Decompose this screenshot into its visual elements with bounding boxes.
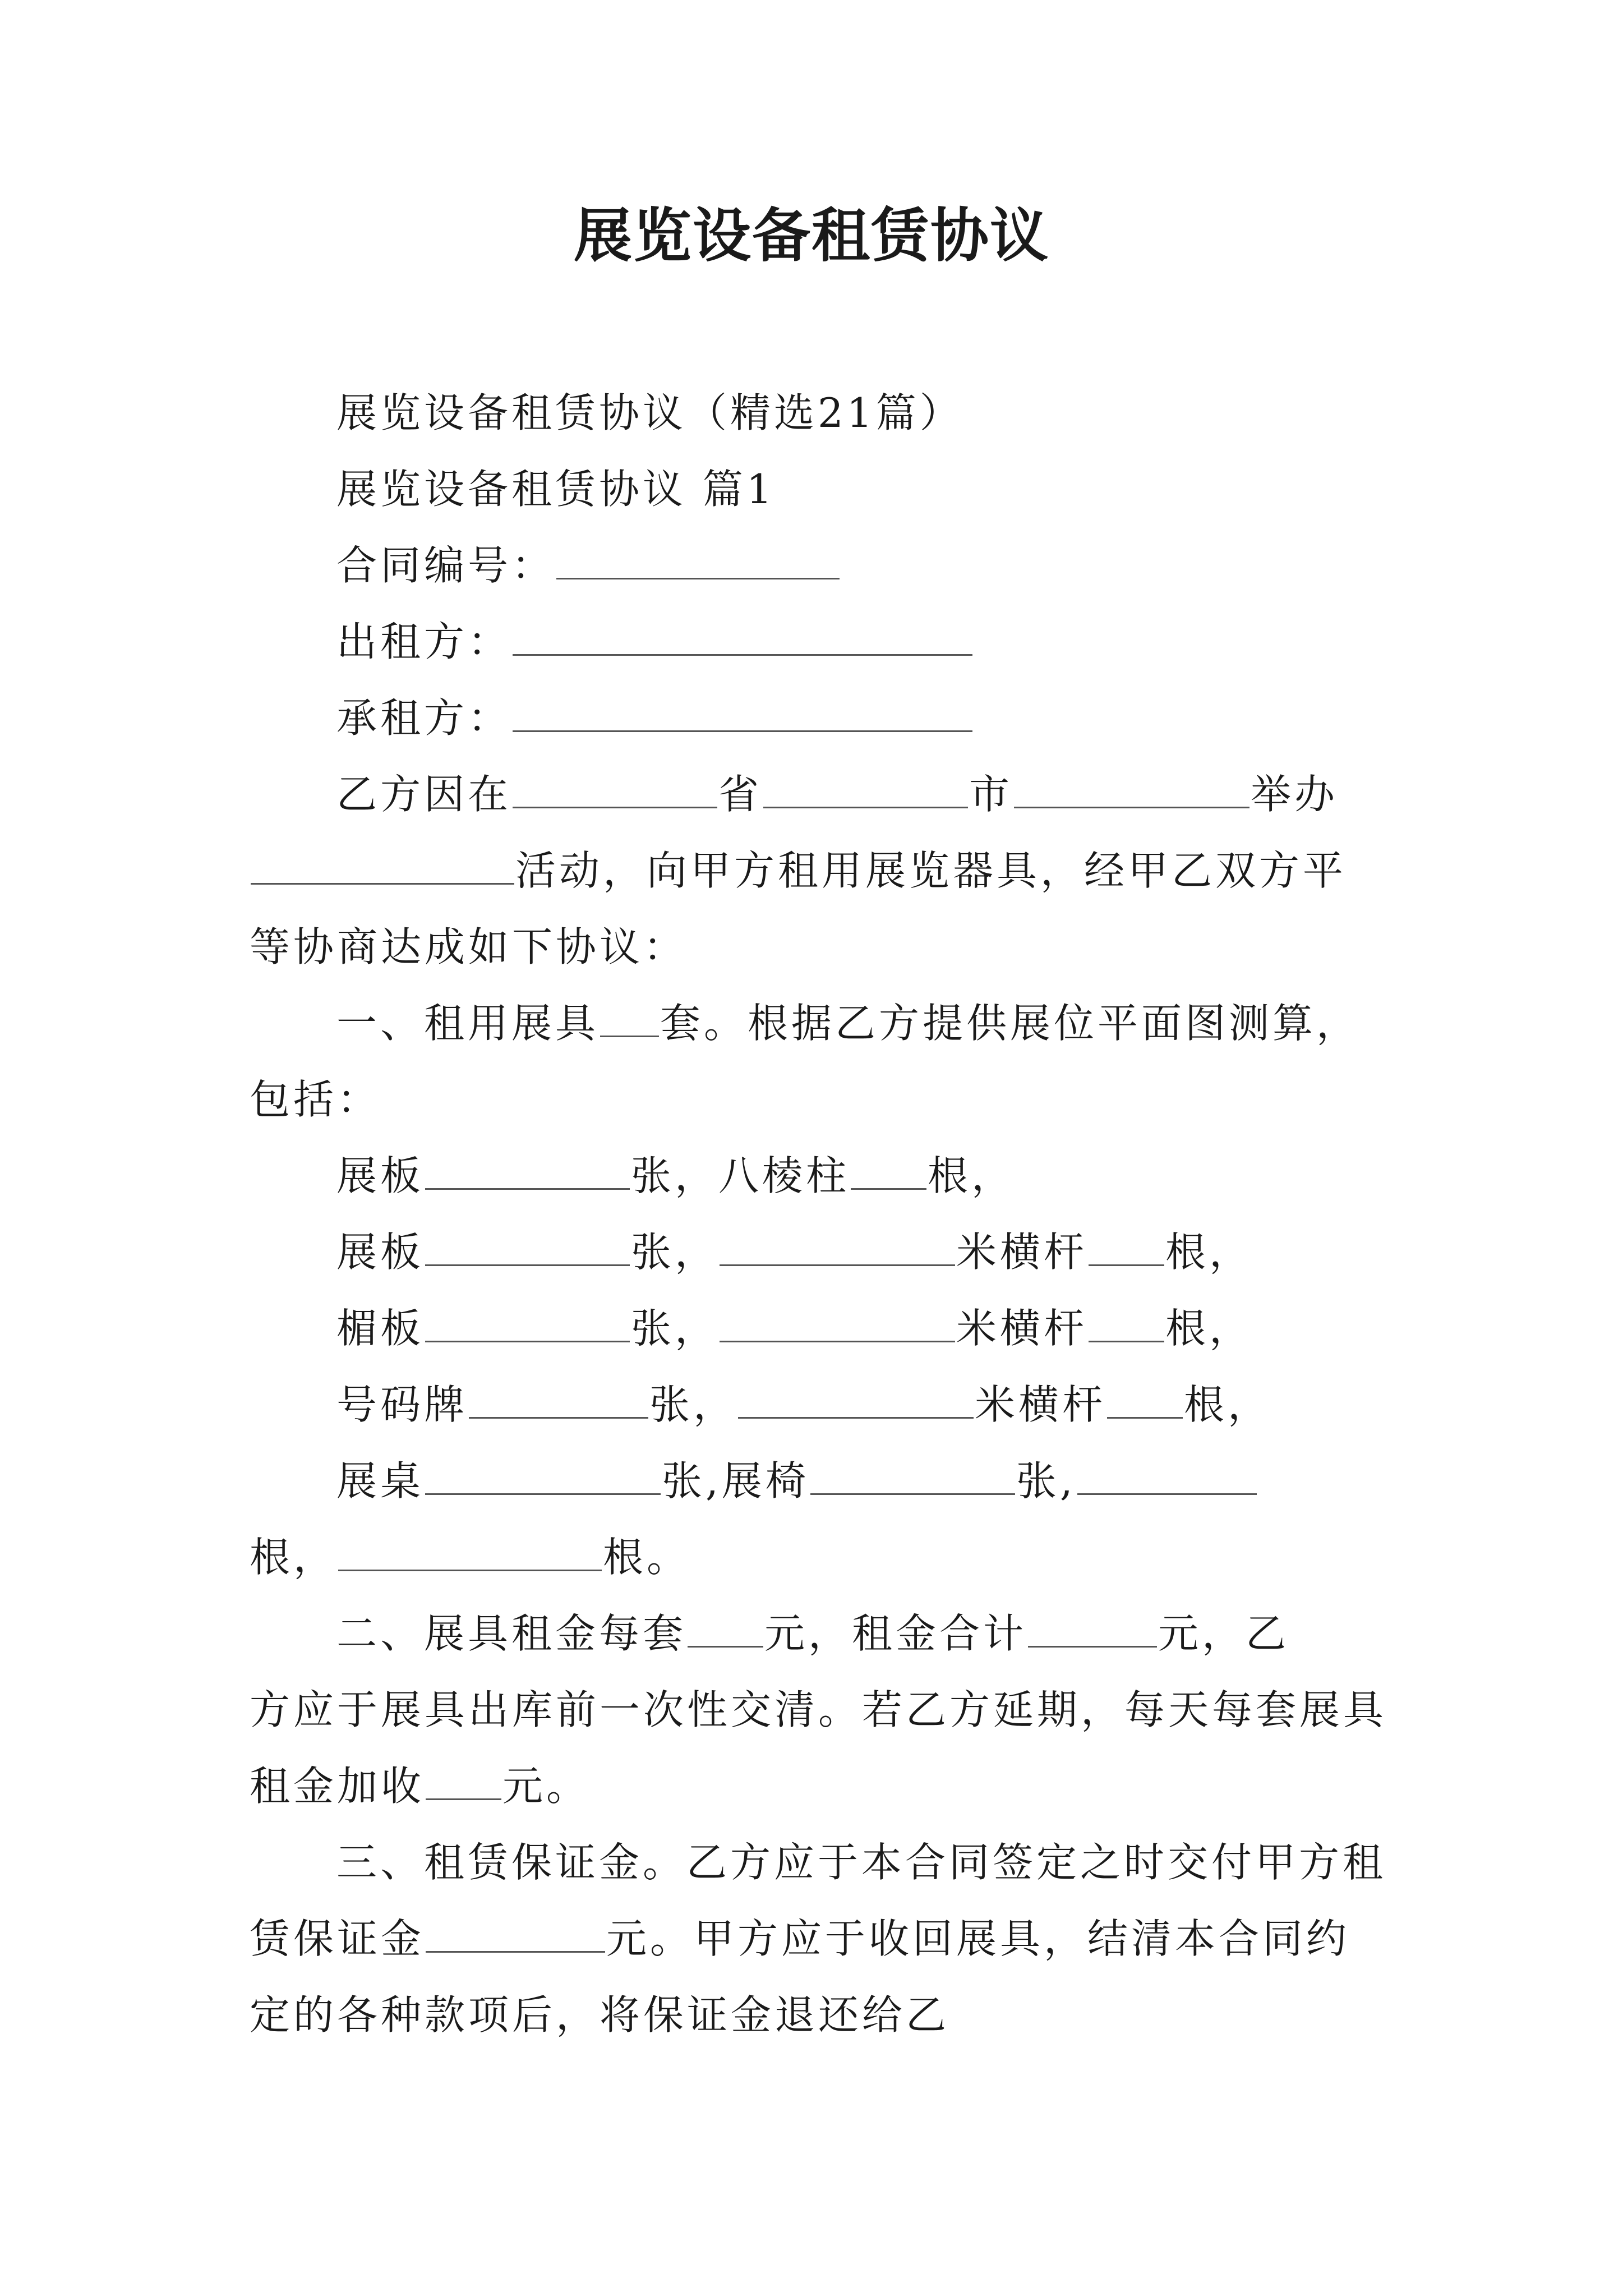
text: 张，	[631, 1228, 719, 1276]
text: 张，	[631, 1305, 719, 1352]
blank-field	[251, 849, 514, 885]
text: 市	[969, 771, 1013, 818]
subtitle-line	[250, 375, 1388, 451]
text: 根，	[1165, 1305, 1253, 1352]
text: 展桌	[336, 1457, 425, 1504]
blank-field	[425, 1231, 630, 1266]
blank-field	[513, 697, 972, 732]
paragraph-line	[250, 1824, 1388, 1901]
item-line	[250, 1443, 1388, 1519]
text: 省	[718, 771, 763, 818]
label: 合同编号：	[336, 542, 556, 589]
text: 根，	[1184, 1381, 1272, 1428]
document-body	[250, 375, 1388, 2053]
text: 定的各种款项后，将保证金退还给乙	[250, 1991, 950, 2039]
text: 一、租用展具	[336, 1000, 600, 1047]
text: 套。根据乙方提供展位平面图测算，	[660, 1000, 1361, 1047]
text: 元。甲方应于收回展具，结清本合同约	[606, 1915, 1350, 1962]
text: 张,	[1016, 1457, 1076, 1504]
section-heading	[250, 451, 1388, 527]
blank-field	[469, 1383, 648, 1419]
text: 根。	[603, 1534, 691, 1581]
text: 展板	[336, 1228, 425, 1276]
text: 米横杆	[956, 1228, 1088, 1276]
paragraph-line	[250, 1748, 1388, 1824]
text: 张，八棱柱	[631, 1152, 850, 1199]
blank-field	[1028, 1612, 1157, 1648]
blank-field	[600, 1002, 659, 1037]
text: 元，乙	[1158, 1610, 1290, 1657]
paragraph-line	[250, 1901, 1388, 1977]
blank-field	[425, 1307, 630, 1342]
text: 楣板	[336, 1305, 425, 1352]
text: 展板	[336, 1152, 425, 1199]
blank-field	[1014, 773, 1249, 808]
lessor-line	[250, 604, 1388, 680]
text: 元，租金合计	[764, 1610, 1027, 1657]
text: 包括：	[250, 1076, 381, 1123]
paragraph-line	[250, 756, 1388, 832]
blank-field	[1107, 1383, 1183, 1419]
blank-field	[763, 773, 968, 808]
paragraph-line	[250, 832, 1388, 909]
blank-field	[851, 1154, 926, 1190]
text: 根，	[250, 1534, 338, 1581]
text: 张，	[649, 1381, 737, 1428]
blank-field	[1089, 1231, 1164, 1266]
blank-field	[1077, 1460, 1257, 1495]
lessee-line	[250, 680, 1388, 756]
text: 米横杆	[956, 1305, 1088, 1352]
paragraph-line	[250, 909, 1388, 985]
text: 元。	[502, 1763, 591, 1810]
text: 米横杆	[975, 1381, 1106, 1428]
blank-field	[513, 620, 972, 656]
text: 方应于展具出库前一次性交清。若乙方延期，每天每套展具	[250, 1686, 1387, 1733]
blank-field	[338, 1536, 602, 1571]
text: 租金加收	[250, 1763, 425, 1810]
text: 等协商达成如下协议：	[250, 923, 688, 970]
label: 承租方：	[336, 694, 512, 742]
contract-number-line	[250, 527, 1388, 604]
paragraph-line	[250, 985, 1388, 1061]
item-line	[250, 1366, 1388, 1443]
paragraph-line	[250, 1061, 1388, 1138]
blank-field	[688, 1612, 763, 1648]
text: 号码牌	[336, 1381, 468, 1428]
text: 根，	[1165, 1228, 1253, 1276]
item-line	[250, 1519, 1388, 1595]
blank-field	[1089, 1307, 1164, 1342]
text: 张,展椅	[662, 1457, 809, 1504]
item-line	[250, 1214, 1388, 1290]
blank-field	[738, 1383, 974, 1419]
item-line	[250, 1138, 1388, 1214]
blank-field	[513, 773, 717, 808]
text: 根，	[928, 1152, 1016, 1199]
text: 赁保证金	[250, 1915, 425, 1962]
document-title: 展览设备租赁协议	[573, 201, 1049, 270]
blank-field	[425, 1460, 661, 1495]
blank-field	[810, 1460, 1015, 1495]
paragraph-line	[250, 1595, 1388, 1672]
blank-field	[426, 1917, 605, 1953]
label: 出租方：	[336, 618, 512, 665]
text: 活动，向甲方租用展览器具，经甲乙双方平	[515, 847, 1347, 894]
text: 二、展具租金每套	[336, 1610, 687, 1657]
item-line	[250, 1290, 1388, 1366]
blank-field	[720, 1231, 955, 1266]
paragraph-line	[250, 1672, 1388, 1748]
paragraph-line	[250, 1977, 1388, 2053]
text: 展览设备租赁协议 篇1	[336, 466, 776, 513]
blank-field	[425, 1154, 630, 1190]
blank-field	[426, 1765, 501, 1800]
text: 乙方因在	[336, 771, 512, 818]
text: 举办	[1251, 771, 1339, 818]
text: 三、租赁保证金。乙方应于本合同签定之时交付甲方租	[336, 1839, 1387, 1886]
blank-field	[720, 1307, 955, 1342]
text: 展览设备租赁协议（精选21篇）	[336, 389, 963, 436]
blank-field	[556, 544, 840, 579]
